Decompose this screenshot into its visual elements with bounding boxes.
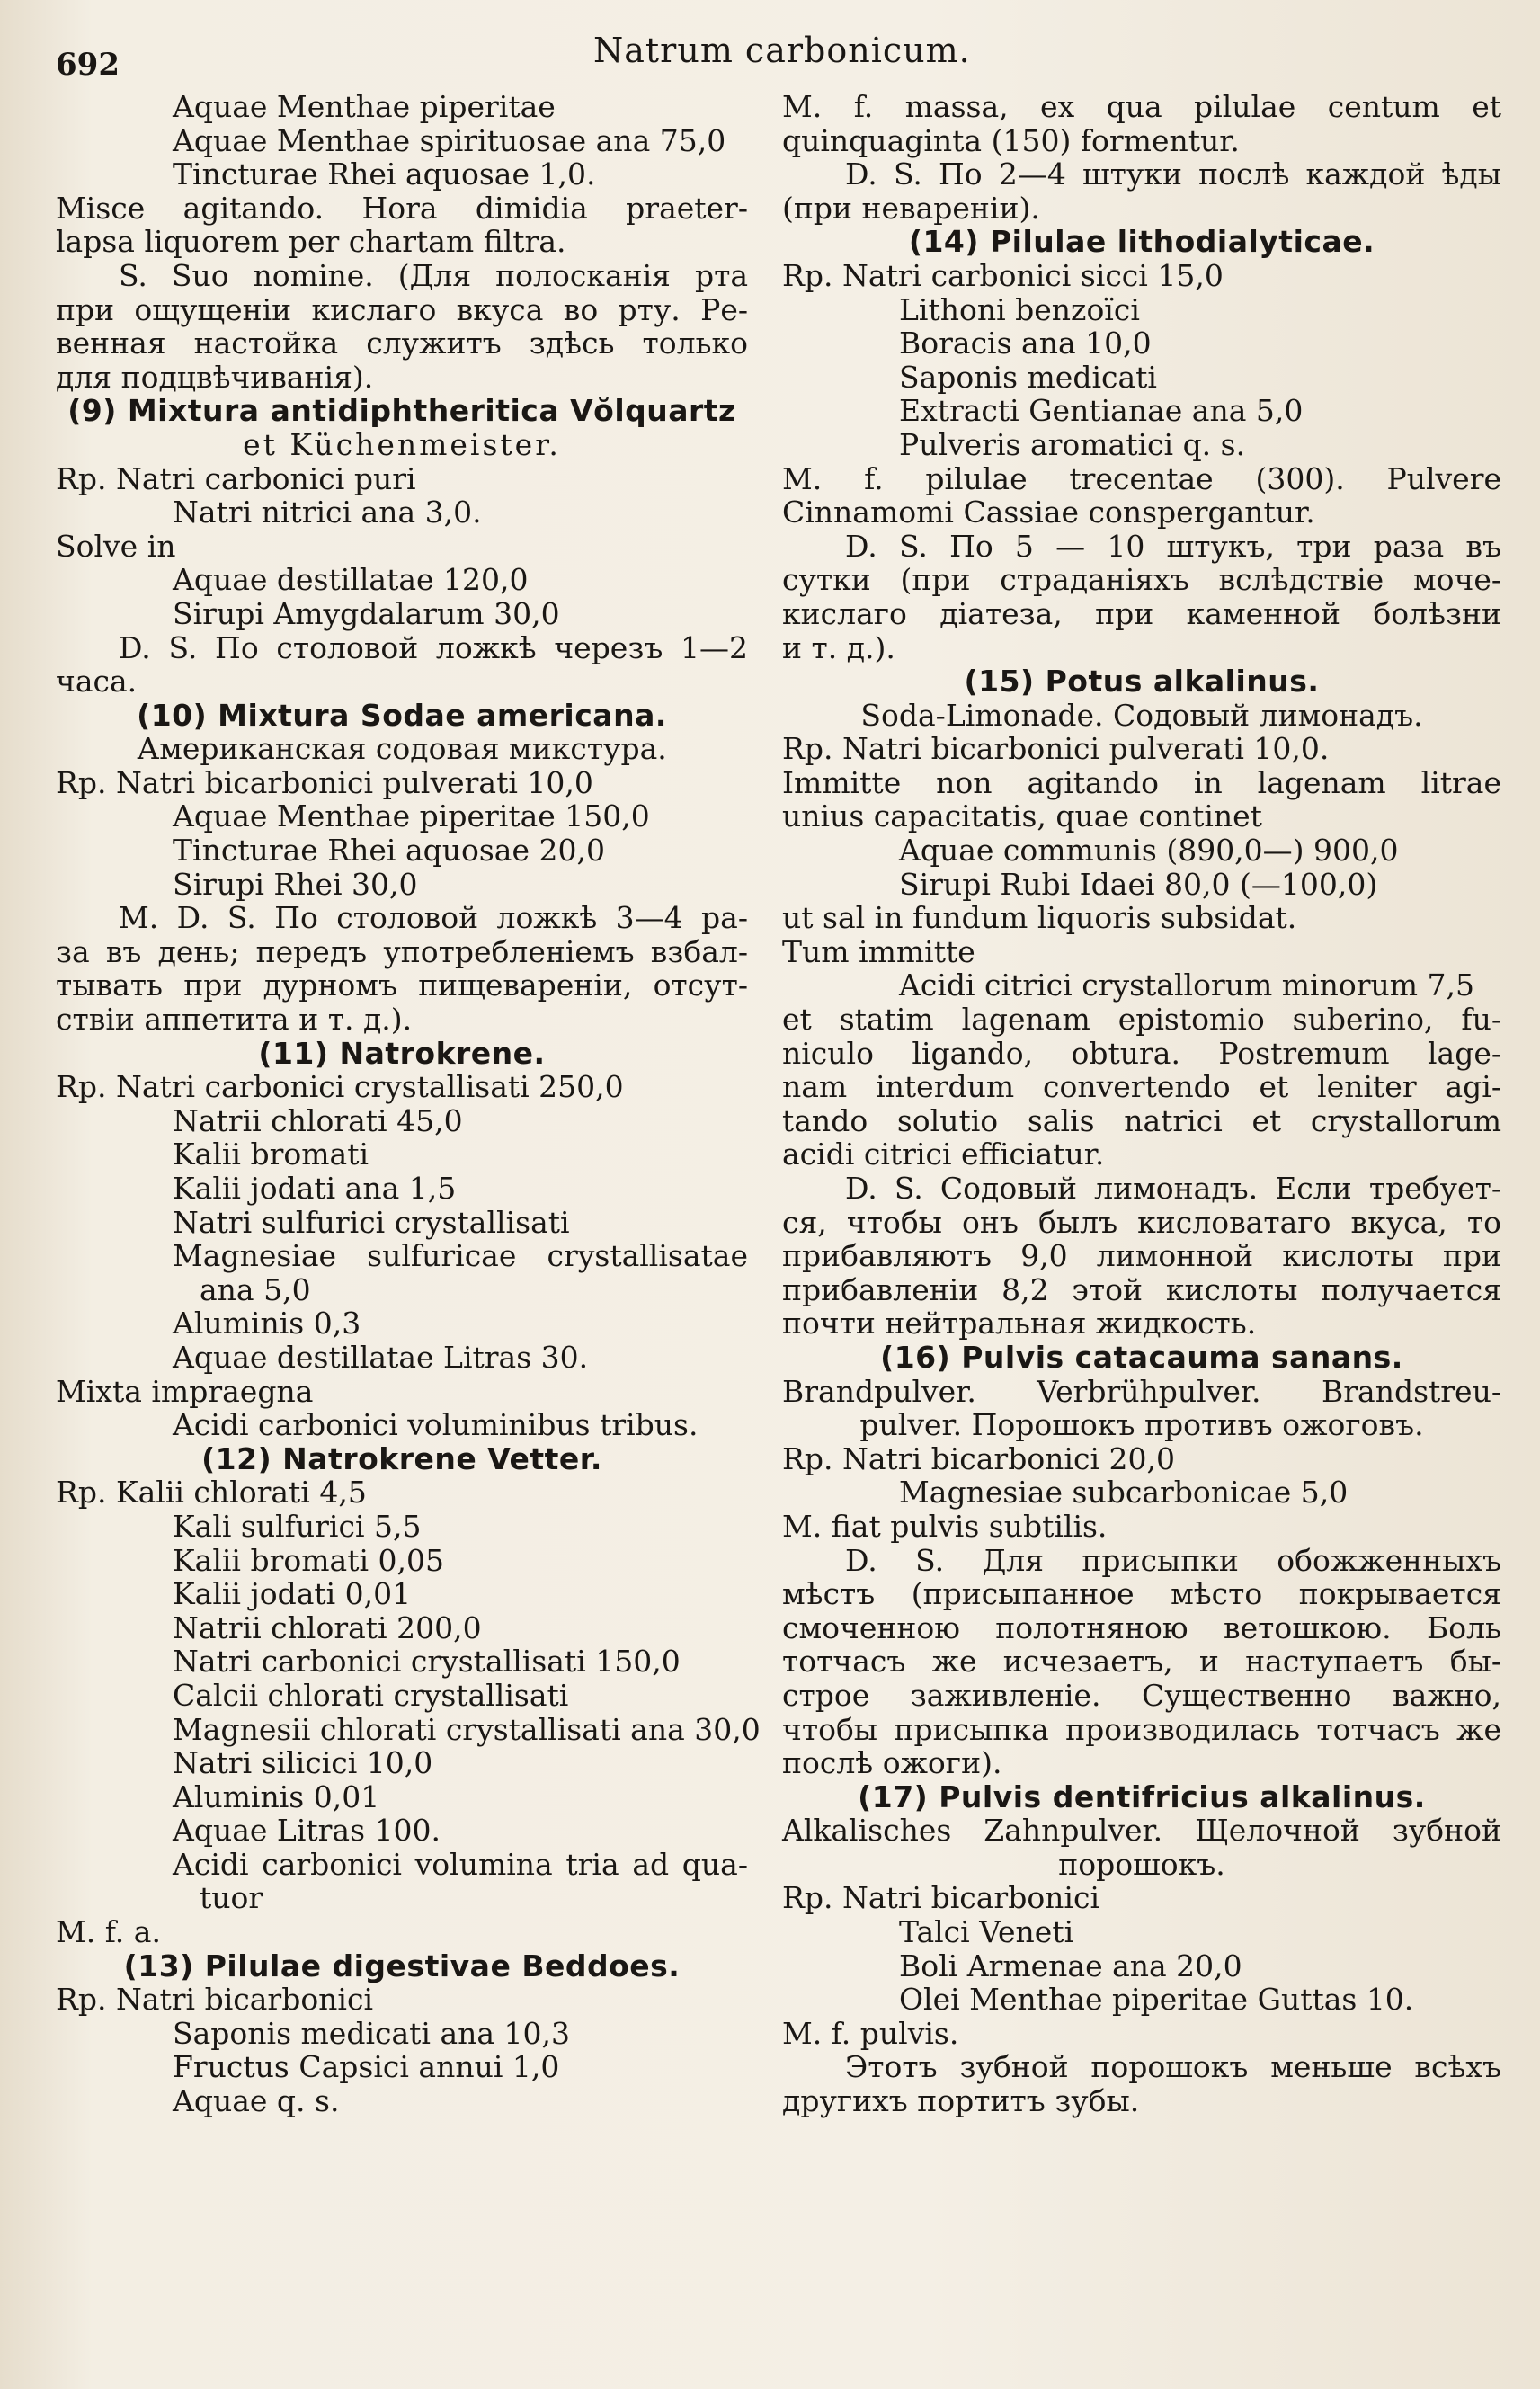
- text-line: Acidi carbonici volumina tria ad qua-: [173, 1846, 748, 1882]
- text-line: Rp. Natri carbonici puri: [56, 460, 416, 496]
- text-line: сутки (при страданіяхъ вслѣдствіе моче-: [782, 562, 1501, 598]
- text-line: порошокъ.: [1058, 1846, 1225, 1882]
- text-line: Aluminis 0,01: [173, 1778, 380, 1814]
- text-line: ствіи аппетита и т. д.).: [56, 1002, 413, 1038]
- text-line: Magnesiae sulfuricae crystallisatae: [173, 1238, 748, 1274]
- section-heading: (9) Mixtura antidiphtheritica Vŏlquartz: [67, 393, 736, 429]
- text-line: Natri carbonici crystallisati 150,0: [173, 1644, 681, 1680]
- text-line: Sirupi Rhei 30,0: [173, 866, 418, 902]
- text-line: M. f. pilulae trecentae (300). Pulvere: [782, 460, 1501, 496]
- text-line: Rp. Natri carbonici sicci 15,0: [782, 257, 1224, 293]
- right-column: [782, 90, 1501, 2118]
- text-line: Rp. Natri carbonici crystallisati 250,0: [56, 1069, 624, 1105]
- text-line: Aquae Menthae piperitae 150,0: [173, 798, 650, 834]
- text-line: M. f. massa, ex qua pilulae centum et: [782, 89, 1501, 124]
- text-line: Kalii bromati: [173, 1137, 369, 1172]
- running-head: Natrum carbonicum.: [593, 31, 971, 70]
- text-line: Fructus Capsici annui 1,0: [173, 2049, 560, 2085]
- text-line: ut sal in fundum liquoris subsidat.: [782, 900, 1297, 936]
- text-line: прибавленіи 8,2 этой кислоты получается: [782, 1271, 1501, 1307]
- text-line: Rp. Natri bicarbonici 20,0: [782, 1440, 1175, 1476]
- text-line: D. S. Содовый лимонадъ. Если требует-: [845, 1171, 1501, 1206]
- text-line: D. S. Для присыпки обожженныхъ: [845, 1542, 1501, 1578]
- text-line: Lithoni benzoïci: [899, 291, 1140, 327]
- text-line: D. S. По столовой ложкѣ черезъ 1—2: [119, 629, 748, 665]
- text-line: D. S. По 5 — 10 штукъ, три раза въ: [845, 528, 1501, 564]
- text-line: ana 5,0: [200, 1271, 311, 1307]
- text-line: Natri silicici 10,0: [173, 1745, 433, 1781]
- text-line: другихъ портитъ зубы.: [782, 2083, 1140, 2119]
- text-line: acidi citrici efficiatur.: [782, 1137, 1105, 1172]
- text-line: Solve in: [56, 528, 176, 564]
- text-line: M. f. a.: [56, 1914, 161, 1950]
- text-line: Mixta impraegna: [56, 1373, 314, 1409]
- text-line: pulver. Порошокъ противъ ожоговъ.: [859, 1407, 1424, 1443]
- text-line: Natri sulfurici crystallisati: [173, 1204, 570, 1240]
- text-line: Rp. Natri bicarbonici: [56, 1982, 374, 2018]
- text-line: M. D. S. По столовой ложкѣ 3—4 ра-: [119, 900, 748, 936]
- text-line: Cinnamomi Cassiae conspergantur.: [782, 495, 1315, 530]
- section-heading: (11) Natrokrene.: [258, 1035, 546, 1071]
- text-line: M. fiat pulvis subtilis.: [782, 1508, 1108, 1544]
- text-line: и т. д.).: [782, 629, 895, 665]
- text-line: Acidi carbonici voluminibus tribus.: [173, 1407, 699, 1443]
- section-heading: (13) Pilulae digestivae Beddoes.: [123, 1948, 681, 1983]
- text-line: Immitte non agitando in lagenam litrae: [782, 764, 1501, 800]
- text-line: Boli Armenae ana 20,0: [899, 1948, 1242, 1983]
- text-line: Misce agitando. Hora dimidia praeter-: [56, 190, 748, 226]
- text-line: Natri nitrici ana 3,0.: [173, 495, 482, 530]
- text-line: Aquae destillatae Litras 30.: [173, 1339, 589, 1375]
- text-line: Saponis medicati ana 10,3: [173, 2015, 571, 2051]
- text-line: Magnesii chlorati crystallisati ana 30,0: [173, 1711, 761, 1747]
- text-line: Saponis medicati: [899, 359, 1157, 395]
- text-line: Rp. Natri bicarbonici: [782, 1880, 1100, 1916]
- text-line: S. Suo nomine. (Для полосканія рта: [119, 257, 748, 293]
- text-line: Brandpulver. Verbrühpulver. Brandstreu-: [782, 1373, 1501, 1409]
- text-line: Rp. Natri bicarbonici pulverati 10,0: [56, 764, 593, 800]
- text-line: Calcii chlorati crystallisati: [173, 1677, 569, 1713]
- text-line: прибавляютъ 9,0 лимонной кислоты при: [782, 1238, 1501, 1274]
- text-line: смоченною полотняною ветошкою. Боль: [782, 1609, 1501, 1645]
- text-line: quinquaginta (150) formentur.: [782, 122, 1240, 158]
- text-line: строе заживленіе. Существенно важно,: [782, 1677, 1501, 1713]
- section-heading: (10) Mixtura Sodae americana.: [137, 697, 667, 733]
- text-line: tuor: [200, 1880, 263, 1916]
- text-line: Rp. Natri bicarbonici pulverati 10,0.: [782, 731, 1330, 767]
- section-heading: (14) Pilulae lithodialyticae.: [908, 224, 1375, 260]
- text-line: Этотъ зубной порошокъ меньше всѣхъ: [845, 2049, 1501, 2085]
- text-line: Alkalisches Zahnpulver. Щелочной зубной: [782, 1813, 1501, 1849]
- text-line: ся, чтобы онъ былъ кисловатаго вкуса, то: [782, 1204, 1501, 1240]
- text-line: тывать при дурномъ пищевареніи, отсут-: [56, 967, 748, 1003]
- text-line: Kalii jodati ana 1,5: [173, 1171, 457, 1206]
- text-line: Sirupi Rubi Idaei 80,0 (—100,0): [899, 866, 1378, 902]
- text-line: за въ день; передъ употребленіемъ взбал-: [56, 933, 748, 969]
- text-line: почти нейтральная жидкость.: [782, 1306, 1257, 1342]
- page-number: 692: [56, 47, 120, 83]
- text-line: Talci Veneti: [899, 1914, 1074, 1950]
- text-line: Американская содовая микстура.: [137, 731, 667, 767]
- text-line: nam interdum convertendo et leniter agi-: [782, 1069, 1501, 1105]
- text-line: et Küchenmeister.: [243, 426, 561, 462]
- text-line: Tincturae Rhei aquosae 1,0.: [173, 156, 596, 192]
- text-line: M. f. pulvis.: [782, 2015, 959, 2051]
- text-line: Acidi citrici crystallorum minorum 7,5: [899, 967, 1475, 1003]
- text-line: тотчасъ же исчезаетъ, и наступаетъ бы-: [782, 1644, 1501, 1680]
- section-heading: (15) Potus alkalinus.: [964, 664, 1320, 700]
- text-line: Aquae q. s.: [173, 2083, 340, 2119]
- text-line: при ощущеніи кислаго вкуса во рту. Ре-: [56, 291, 748, 327]
- text-line: Pulveris aromatici q. s.: [899, 426, 1246, 462]
- text-line: Aquae Menthae spirituosae ana 75,0: [173, 122, 726, 158]
- text-line: Tincturae Rhei aquosae 20,0: [173, 833, 605, 869]
- text-line: послѣ ожоги).: [782, 1745, 1002, 1781]
- section-heading: (12) Natrokrene Vetter.: [201, 1440, 602, 1476]
- text-line: lapsa liquorem per chartam filtra.: [56, 224, 566, 260]
- text-line: Rp. Kalii chlorati 4,5: [56, 1475, 367, 1511]
- text-line: Aquae communis (890,0—) 900,0: [899, 833, 1399, 869]
- left-column: [56, 89, 761, 2119]
- text-line: tando solutio salis natrici et crystallorum: [782, 1102, 1501, 1138]
- text-line: (при невареніи).: [782, 190, 1040, 226]
- text-line: et statim lagenam epistomio suberino, fu-: [782, 1002, 1501, 1038]
- text-line: unius capacitatis, quae continet: [782, 798, 1262, 834]
- text-line: Natrii chlorati 45,0: [173, 1102, 463, 1138]
- text-line: для подцвѣчиванія).: [56, 359, 374, 395]
- text-line: Aquae Litras 100.: [173, 1813, 441, 1849]
- text-line: Aquae destillatae 120,0: [173, 562, 529, 598]
- text-line: Kali sulfurici 5,5: [173, 1508, 422, 1544]
- text-line: Kalii bromati 0,05: [173, 1542, 444, 1578]
- text-line: Aluminis 0,3: [173, 1306, 361, 1342]
- text-line: мѣстъ (присыпанное мѣсто покрывается: [782, 1576, 1501, 1612]
- text-line: Sirupi Amygdalarum 30,0: [173, 595, 560, 631]
- text-line: D. S. По 2—4 штуки послѣ каждой ѣды: [845, 156, 1501, 192]
- text-line: niculo ligando, obtura. Postremum lage-: [782, 1035, 1501, 1071]
- text-line: Magnesiae subcarbonicae 5,0: [899, 1475, 1349, 1511]
- text-line: Kalii jodati 0,01: [173, 1576, 412, 1612]
- text-line: часа.: [56, 664, 138, 700]
- text-line: чтобы присыпка производилась тотчасъ же: [782, 1711, 1501, 1747]
- text-line: Natrii chlorati 200,0: [173, 1609, 482, 1645]
- text-line: Olei Menthae piperitae Guttas 10.: [899, 1982, 1414, 2018]
- text-line: Boracis ana 10,0: [899, 325, 1152, 361]
- text-line: Tum immitte: [782, 933, 975, 969]
- text-line: венная настойка служитъ здѣсь только: [56, 325, 748, 361]
- text-line: Aquae Menthae piperitae: [173, 89, 556, 124]
- section-heading: (17) Pulvis dentifricius alkalinus.: [858, 1778, 1426, 1814]
- text-line: Soda-Limonade. Содовый лимонадъ.: [860, 697, 1423, 733]
- text-line: Extracti Gentianae ana 5,0: [899, 393, 1304, 429]
- section-heading: (16) Pulvis catacauma sanans.: [880, 1339, 1403, 1375]
- text-line: кислаго діатеза, при каменной болѣзни: [782, 595, 1501, 631]
